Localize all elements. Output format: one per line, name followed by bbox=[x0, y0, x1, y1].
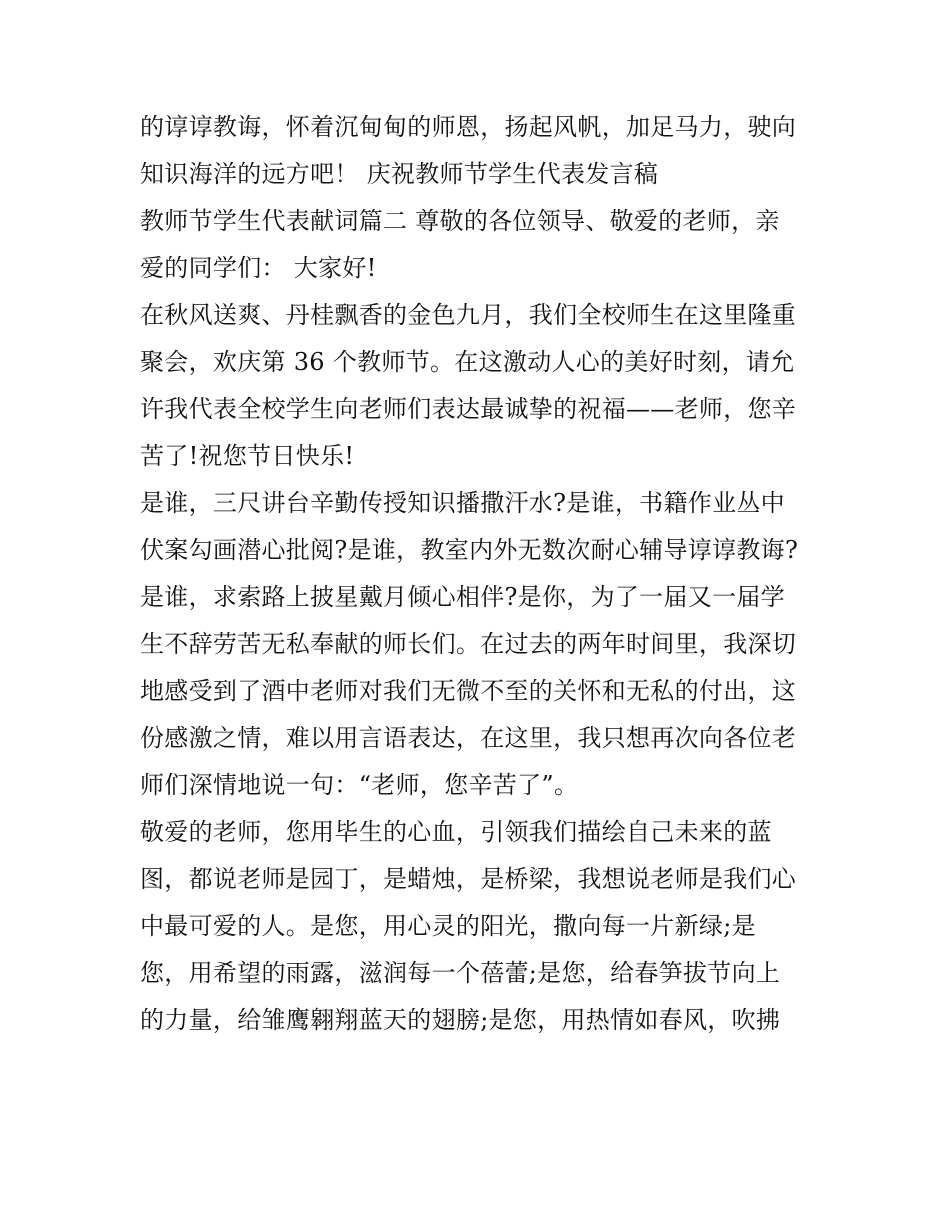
text-line: 敬爱的老师，您用毕生的心血，引领我们描绘自己未来的蓝 bbox=[140, 818, 772, 846]
text-line: 的力量，给雏鹰翱翔蓝天的翅膀;是您，用热情如春风，吹拂 bbox=[140, 1006, 781, 1034]
text-line: 在秋风送爽、丹桂飘香的金色九月，我们全校师生在这里隆重 bbox=[140, 301, 797, 329]
text-line: 是谁，三尺讲台辛勤传授知识播撒汗水?是谁，书籍作业丛中 bbox=[140, 489, 785, 517]
body-text bbox=[140, 104, 830, 1044]
text-line: 您，用希望的雨露，滋润每一个蓓蕾;是您，给春笋拔节向上 bbox=[140, 959, 781, 987]
text-line: 份感激之情，难以用言语表达，在这里，我只想再次向各位老 bbox=[140, 724, 797, 752]
text-line: 许我代表全校学生向老师们表达最诚挚的祝福——老师，您辛 bbox=[140, 395, 797, 423]
text-line: 师们深情地说一句：“老师，您辛苦了”。 bbox=[140, 771, 579, 799]
text-line: 图，都说老师是园丁，是蜡烛，是桥梁，我想说老师是我们心 bbox=[140, 865, 797, 893]
text-line: 知识海洋的远方吧！ 庆祝教师节学生代表发言稿 bbox=[140, 160, 659, 188]
text-line: 伏案勾画潜心批阅?是谁，教室内外无数次耐心辅导谆谆教诲? bbox=[140, 536, 799, 564]
text-line: 的谆谆教诲，怀着沉甸甸的师恩，扬起风帆，加足马力，驶向 bbox=[140, 113, 797, 141]
text-line: 爱的同学们： 大家好! bbox=[140, 254, 377, 282]
text-line: 聚会，欢庆第 36 个教师节。在这激动人心的美好时刻，请允 bbox=[140, 348, 795, 376]
text-line: 苦了!祝您节日快乐! bbox=[140, 442, 355, 470]
text-line: 教师节学生代表献词篇二 尊敬的各位领导、敬爱的老师，亲 bbox=[140, 207, 780, 235]
text-line: 中最可爱的人。是您，用心灵的阳光，撒向每一片新绿;是 bbox=[140, 912, 756, 940]
text-line: 是谁，求索路上披星戴月倾心相伴?是你，为了一届又一届学 bbox=[140, 583, 785, 611]
text-line: 地感受到了酒中老师对我们无微不至的关怀和无私的付出，这 bbox=[140, 677, 797, 705]
text-line: 生不辞劳苦无私奉献的师长们。在过去的两年时间里，我深切 bbox=[140, 630, 797, 658]
